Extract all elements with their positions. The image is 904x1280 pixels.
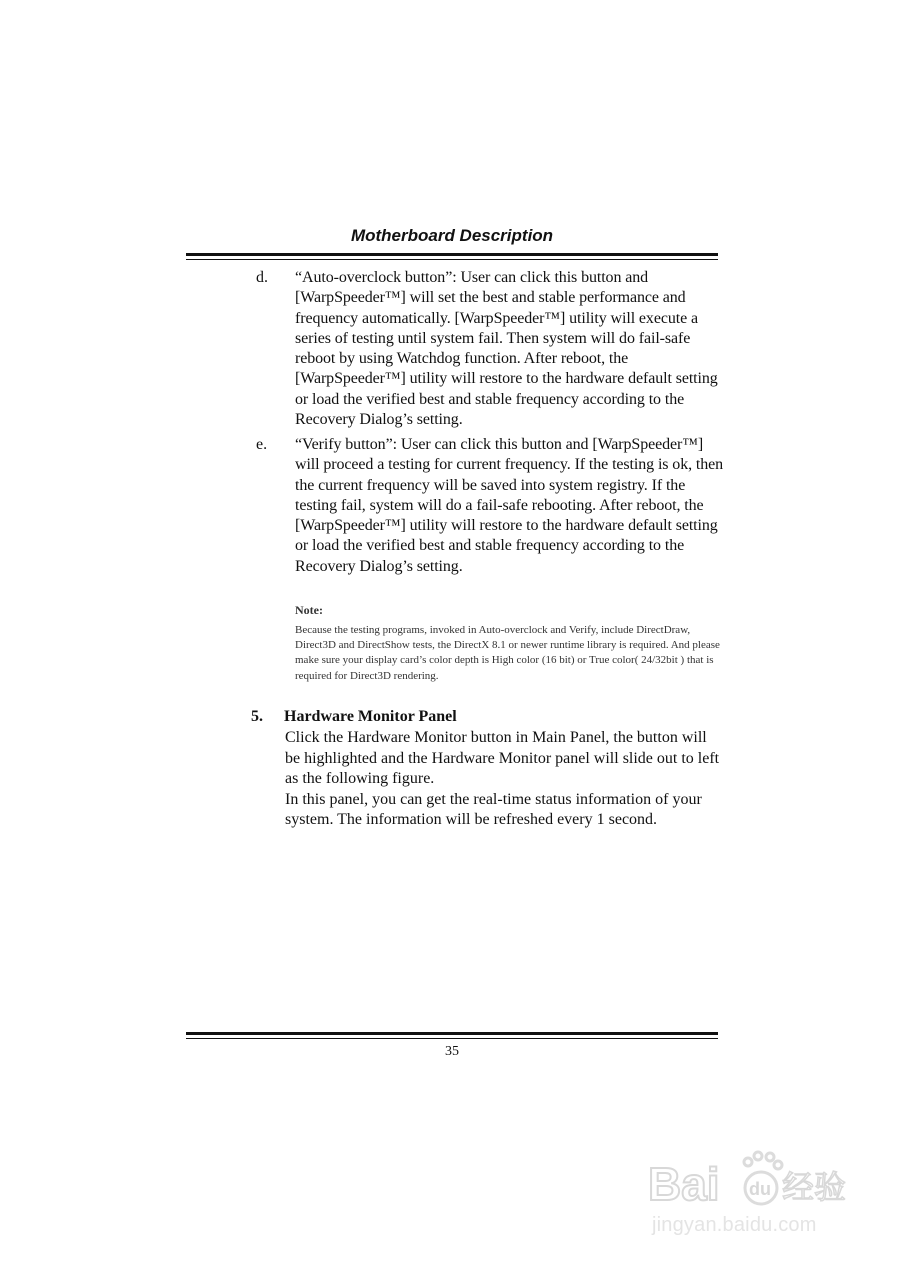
note-label: Note: [295,603,323,617]
footer-rule-thick [186,1032,718,1035]
section-heading [251,708,457,726]
header-rule-thick [186,253,718,256]
baidu-watermark [646,1148,856,1248]
section-paragraph: In this panel, you can get the real-time status information of your system. The information will be refreshed every 1 second. [285,790,702,829]
page-number: 35 [445,1044,459,1059]
note-text: Because the testing programs, invoked in Auto-overclock and Verify, include DirectDraw, Direct3D and DirectShow tests, the DirectX 8.1 or newer runtime library is required. And please make sure your display card’s color depth is High color (16 bit) or True color( 24/32bit ) that is required for Direct3D rendering. [295,624,720,682]
list-marker: d. [256,269,268,286]
header-rule-thin [186,259,718,260]
baidu-logo-watermark [646,1148,846,1210]
section-number: 5. [251,708,263,725]
list-item-text: “Auto-overclock button”: User can click this button and [WarpSpeeder™] will set the best and stable performance and frequency automatically. [WarpSpeeder™] utility will execute a series of testing until system fail. Then system will do fail-safe reboot by using Watchdog function. After reboot, the [WarpSpeeder™] utility will restore to the hardware default setting or load the verified best and stable frequency according to the Recovery Dialog’s setting. [295,269,718,429]
section-paragraph: Click the Hardware Monitor button in Main Panel, the button will be highlighted and the Hardware Monitor panel will slide out to left as the following figure. [285,729,720,788]
list-item-d [256,268,726,430]
list-marker: e. [256,436,268,453]
footer-rule-thin [186,1038,718,1039]
section-body [285,728,725,831]
svg-text:经验: 经验 [782,1168,846,1206]
svg-text:Bai: Bai [648,1158,720,1210]
list-item-e [256,435,726,577]
list-item-text: “Verify button”: User can click this button and [WarpSpeeder™] will proceed a testing for current frequency. If the testing is ok, then the current frequency will be saved into system registry. If the testing fail, system will do a fail-safe rebooting. After reboot, the [WarpSpeeder™] utility will restore to the hardware default setting or load the verified best and stable frequency according to the Recovery Dialog’s setting. [295,436,724,575]
svg-text:du: du [749,1179,771,1199]
watermark-url: jingyan.baidu.com [652,1214,817,1236]
page-header-title: Motherboard Description [350,226,554,245]
section-title: Hardware Monitor Panel [284,708,457,725]
